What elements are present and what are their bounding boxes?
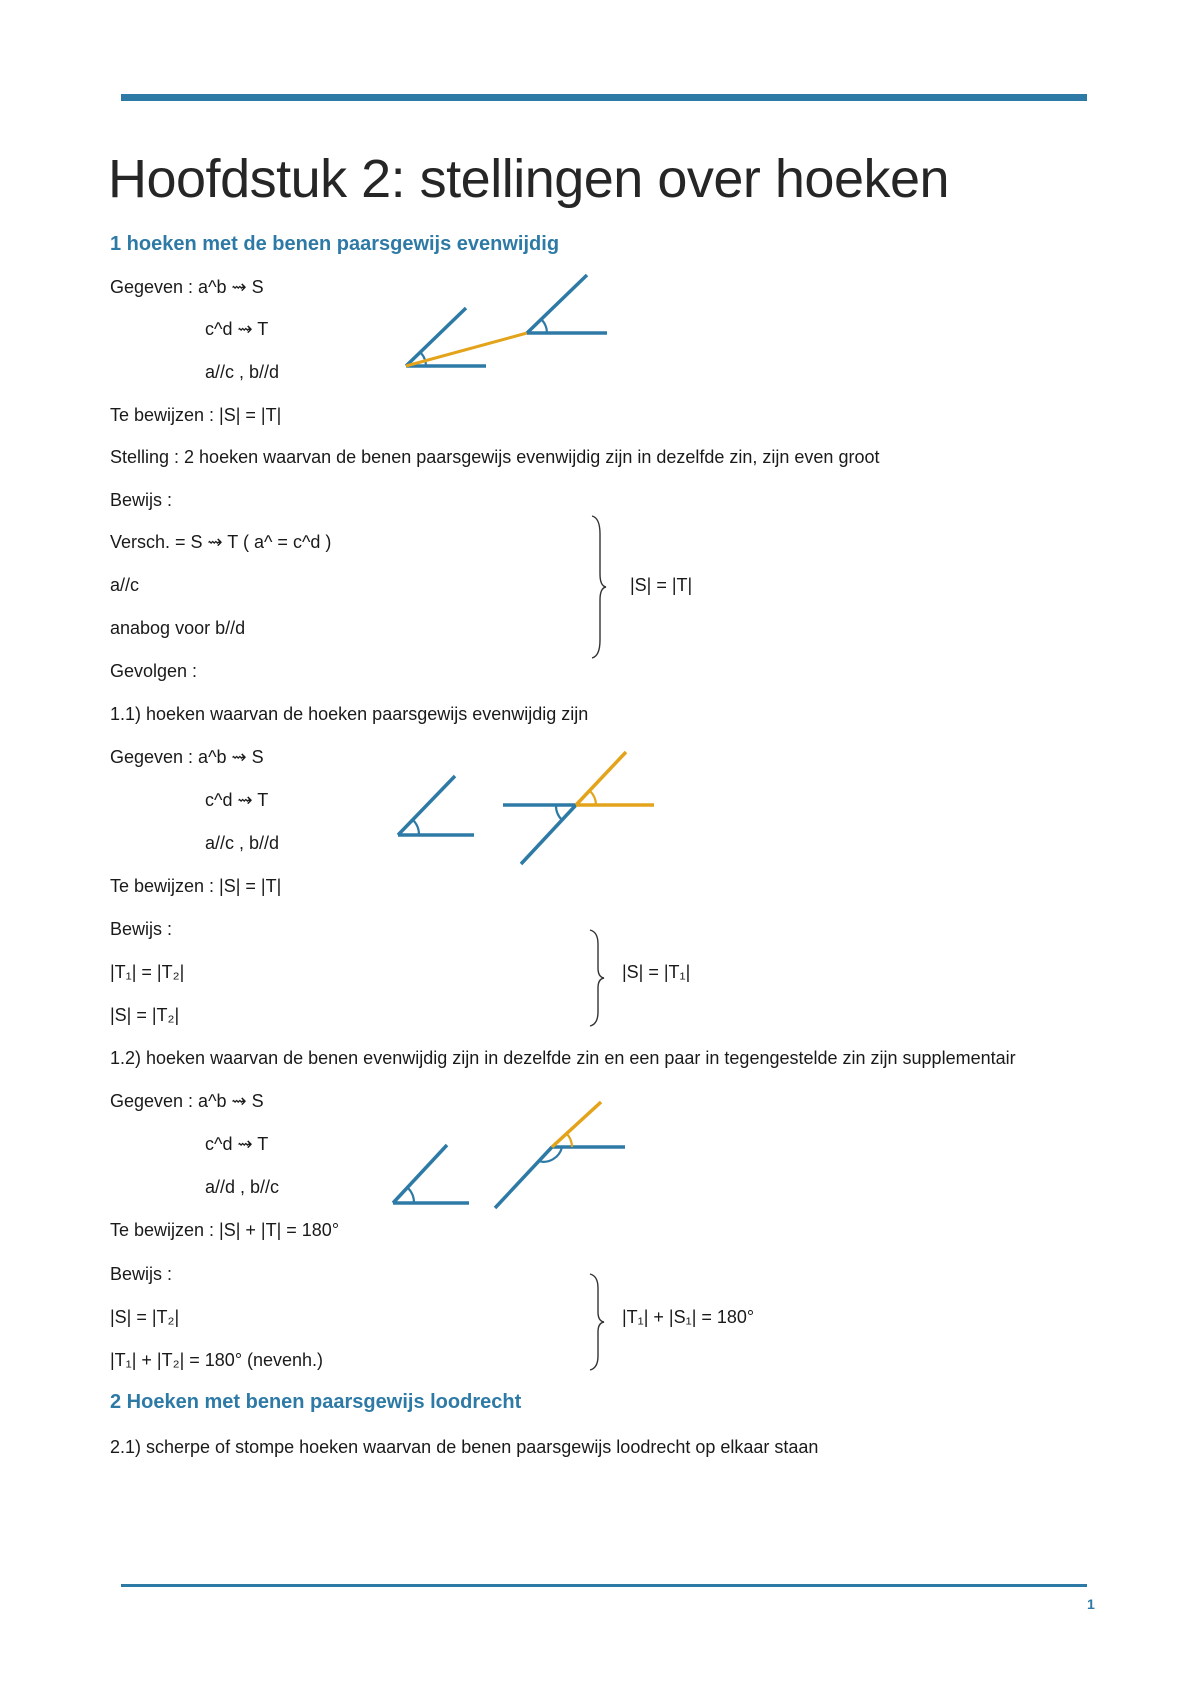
ray-line-highlight bbox=[552, 1102, 601, 1147]
angle-arc bbox=[590, 791, 596, 805]
ray-line bbox=[521, 805, 576, 864]
corollary-heading-2: 1.2) hoeken waarvan de benen evenwijdig zijn in dezelfde zin en een paar in tegengestelde zin zijn supplementair bbox=[110, 1048, 1016, 1068]
ray-line bbox=[398, 776, 455, 835]
prove-line: Te bewijzen : |S| = |T| bbox=[110, 405, 282, 425]
proof-line: Versch. = S ⇝ T ( a^ = c^d ) bbox=[110, 532, 332, 552]
proof-label: Bewijs : bbox=[110, 490, 173, 510]
given-line-3: a//c , b//d bbox=[205, 833, 280, 853]
bottom-rule bbox=[121, 1584, 1087, 1587]
prove-line: Te bewijzen : |S| = |T| bbox=[110, 876, 282, 896]
ray-line-highlight bbox=[576, 752, 626, 805]
angle-arc bbox=[413, 820, 419, 835]
corollary-heading-1: 1.1) hoeken waarvan de hoeken paarsgewijs evenwijdig zijn bbox=[110, 704, 589, 724]
corollaries-label: Gevolgen : bbox=[110, 661, 198, 681]
brace-icon bbox=[586, 1272, 606, 1372]
ray-line bbox=[495, 1147, 552, 1208]
proof-line: |S| = |T₂| bbox=[110, 1005, 180, 1025]
page-title: Hoofdstuk 2: stellingen over hoeken bbox=[108, 149, 950, 209]
proof-label: Bewijs : bbox=[110, 1264, 173, 1284]
proof-result: |T₁| + |S₁| = 180° bbox=[622, 1307, 755, 1327]
figure-parallel-angles-2 bbox=[390, 752, 660, 870]
ray-line bbox=[393, 1145, 447, 1203]
proof-result: |S| = |T| bbox=[630, 575, 693, 595]
ray-line bbox=[527, 275, 587, 333]
prove-line: Te bewijzen : |S| + |T| = 180° bbox=[110, 1220, 340, 1240]
given-line-3: a//d , b//c bbox=[205, 1177, 280, 1197]
given-line-3: a//c , b//d bbox=[205, 362, 280, 382]
proof-line: a//c bbox=[110, 575, 140, 595]
angle-arc bbox=[566, 1133, 572, 1147]
brace-icon bbox=[588, 514, 608, 660]
given-line-1: Gegeven : a^b ⇝ S bbox=[110, 1091, 264, 1111]
given-line-2: c^d ⇝ T bbox=[205, 319, 269, 339]
top-rule bbox=[121, 94, 1087, 101]
proof-line: |T₁| + |T₂| = 180° (nevenh.) bbox=[110, 1350, 324, 1370]
section-heading-2: 2 Hoeken met benen paarsgewijs loodrecht bbox=[110, 1391, 522, 1413]
proof-line: |S| = |T₂| bbox=[110, 1307, 180, 1327]
figure-parallel-angles-1 bbox=[400, 272, 620, 374]
proof-line: |T₁| = |T₂| bbox=[110, 962, 185, 982]
proof-line: anabog voor b//d bbox=[110, 618, 246, 638]
given-line-2: c^d ⇝ T bbox=[205, 790, 269, 810]
section-heading-1: 1 hoeken met de benen paarsgewijs evenwijdig bbox=[110, 233, 560, 255]
figure-supplementary-angles bbox=[385, 1099, 635, 1214]
theorem-line: Stelling : 2 hoeken waarvan de benen paarsgewijs evenwijdig zijn in dezelfde zin, zijn even groot bbox=[110, 447, 880, 467]
proof-result: |S| = |T₁| bbox=[622, 962, 691, 982]
given-line-1: Gegeven : a^b ⇝ S bbox=[110, 277, 264, 297]
given-line-1: Gegeven : a^b ⇝ S bbox=[110, 747, 264, 767]
brace-icon bbox=[586, 928, 606, 1028]
angle-arc bbox=[542, 320, 547, 333]
angle-arc bbox=[408, 1188, 414, 1203]
angle-arc bbox=[556, 805, 562, 820]
given-line-2: c^d ⇝ T bbox=[205, 1134, 269, 1154]
subsection-line: 2.1) scherpe of stompe hoeken waarvan de benen paarsgewijs loodrecht op elkaar staan bbox=[110, 1437, 819, 1457]
page-number: 1 bbox=[1087, 1596, 1095, 1612]
proof-label: Bewijs : bbox=[110, 919, 173, 939]
